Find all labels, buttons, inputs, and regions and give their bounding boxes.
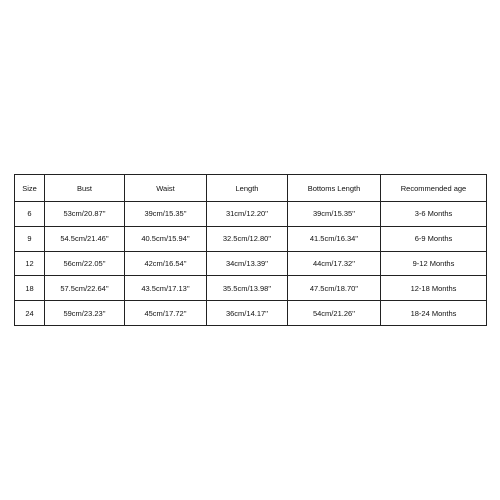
cell-bottoms-length: 41.5cm/16.34'' [288,226,381,251]
cell-bottoms-length: 39cm/15.35'' [288,202,381,227]
table-row [15,276,487,301]
cell-size: 9 [15,226,45,251]
table-header-row [15,175,487,202]
cell-size: 12 [15,251,45,276]
cell-length: 32.5cm/12.80'' [207,226,288,251]
table-row [15,301,487,326]
size-chart-table [14,174,487,326]
table-row [15,202,487,227]
cell-bust: 54.5cm/21.46'' [45,226,125,251]
header-bottoms-length: Bottoms Length [288,175,381,202]
cell-length: 34cm/13.39'' [207,251,288,276]
cell-recommended-age: 6-9 Months [381,226,487,251]
cell-waist: 42cm/16.54'' [125,251,207,276]
header-bust: Bust [45,175,125,202]
cell-recommended-age: 3-6 Months [381,202,487,227]
header-waist: Waist [125,175,207,202]
cell-bottoms-length: 54cm/21.26'' [288,301,381,326]
table-row [15,226,487,251]
cell-bottoms-length: 47.5cm/18.70'' [288,276,381,301]
cell-size: 6 [15,202,45,227]
cell-bust: 56cm/22.05'' [45,251,125,276]
cell-size: 24 [15,301,45,326]
cell-waist: 43.5cm/17.13'' [125,276,207,301]
cell-bust: 59cm/23.23'' [45,301,125,326]
cell-length: 35.5cm/13.98'' [207,276,288,301]
cell-bust: 53cm/20.87'' [45,202,125,227]
header-recommended-age: Recommended age [381,175,487,202]
header-length: Length [207,175,288,202]
cell-bottoms-length: 44cm/17.32'' [288,251,381,276]
cell-size: 18 [15,276,45,301]
cell-length: 31cm/12.20'' [207,202,288,227]
cell-length: 36cm/14.17'' [207,301,288,326]
table-row [15,251,487,276]
header-size: Size [15,175,45,202]
cell-bust: 57.5cm/22.64'' [45,276,125,301]
cell-recommended-age: 18-24 Months [381,301,487,326]
cell-waist: 45cm/17.72'' [125,301,207,326]
cell-waist: 39cm/15.35'' [125,202,207,227]
cell-recommended-age: 12-18 Months [381,276,487,301]
cell-recommended-age: 9-12 Months [381,251,487,276]
cell-waist: 40.5cm/15.94'' [125,226,207,251]
